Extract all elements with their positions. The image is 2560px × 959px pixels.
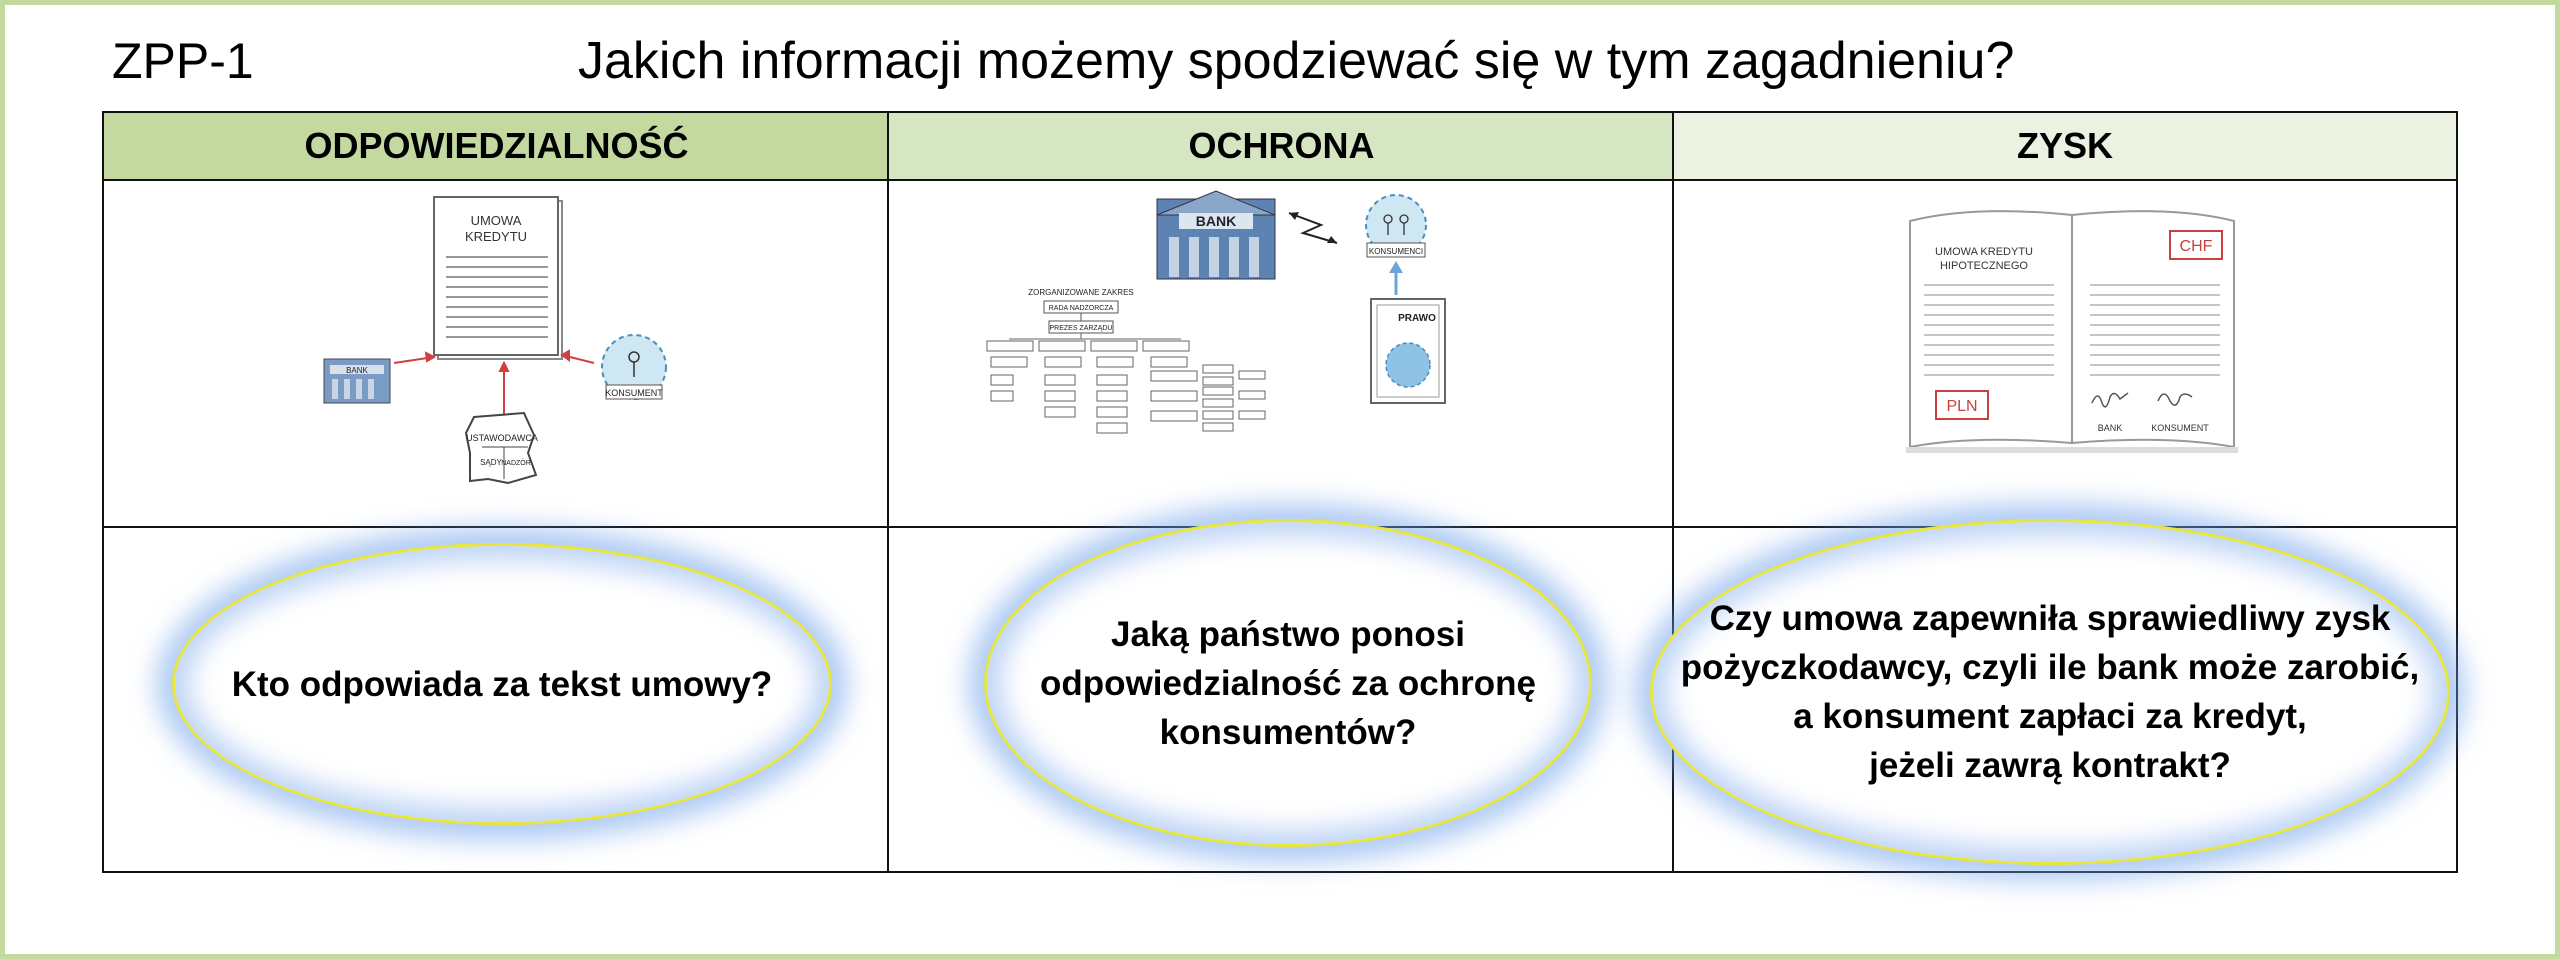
svg-text:PLN: PLN: [1946, 398, 1978, 415]
svg-text:KONSUMENT: KONSUMENT: [605, 388, 663, 398]
topic-table: [102, 111, 2458, 873]
svg-text:CHF: CHF: [2179, 238, 2213, 255]
svg-text:UMOWA: UMOWA: [470, 213, 522, 228]
column-heading-profit: ZYSK: [1674, 113, 2456, 181]
svg-text:RADA NADZORCZA: RADA NADZORCZA: [1048, 305, 1114, 312]
column-heading-responsibility: ODPOWIEDZIALNOŚĆ: [104, 113, 889, 181]
slide-title: Jakich informacji możemy spodziewać się w tym zagadnieniu?: [578, 32, 2015, 90]
svg-text:HIPOTECZNEGO: HIPOTECZNEGO: [1939, 260, 2029, 272]
column-heading-protection: OCHRONA: [889, 113, 1674, 181]
slide-code: ZPP-1: [112, 33, 254, 89]
svg-text:USTAWODAWCA: USTAWODAWCA: [466, 433, 538, 443]
question-profit: [1650, 519, 2450, 865]
svg-text:PREZES ZARZĄDU: PREZES ZARZĄDU: [1049, 325, 1113, 332]
poland-map-icon: [466, 413, 536, 483]
svg-text:UMOWA KREDYTU: UMOWA KREDYTU: [1935, 246, 2033, 258]
svg-text:BANK: BANK: [346, 366, 368, 375]
loan-agreement-illustration: [104, 185, 887, 525]
svg-text:KREDYTU: KREDYTU: [464, 229, 528, 244]
svg-text:PRAWO: PRAWO: [1398, 313, 1436, 324]
consumer-protection-illustration: [889, 185, 1672, 525]
question-responsibility: [172, 543, 832, 825]
org-chart-icon: [987, 333, 1265, 433]
svg-text:KONSUMENCI: KONSUMENCI: [1368, 247, 1424, 256]
svg-text:BANK: BANK: [1195, 213, 1237, 229]
svg-text:NADZÓR: NADZÓR: [501, 460, 531, 467]
svg-text:KONSUMENT: KONSUMENT: [2151, 423, 2209, 433]
mortgage-contract-illustration: [1674, 185, 2456, 525]
svg-text:BANK: BANK: [2097, 423, 2123, 433]
question-protection: [984, 519, 1592, 847]
svg-text:SĄDY: SĄDY: [480, 458, 502, 467]
question-profit-text: Czy umowa zapewniła sprawiedliwy zysk pożyczkodawcy, czyli ile bank może zarobić, a konsument zapłaci za kredyt, jeżeli zawrą kontrakt?: [1680, 599, 2420, 785]
question-responsibility-text: Kto odpowiada za tekst umowy?: [231, 664, 773, 704]
question-protection-text: Jaką państwo ponosi odpowiedzialność za ochronę konsumentów?: [1040, 614, 1536, 752]
svg-text:ZORGANIZOWANE ZAKRES: ZORGANIZOWANE ZAKRES: [1028, 288, 1134, 297]
